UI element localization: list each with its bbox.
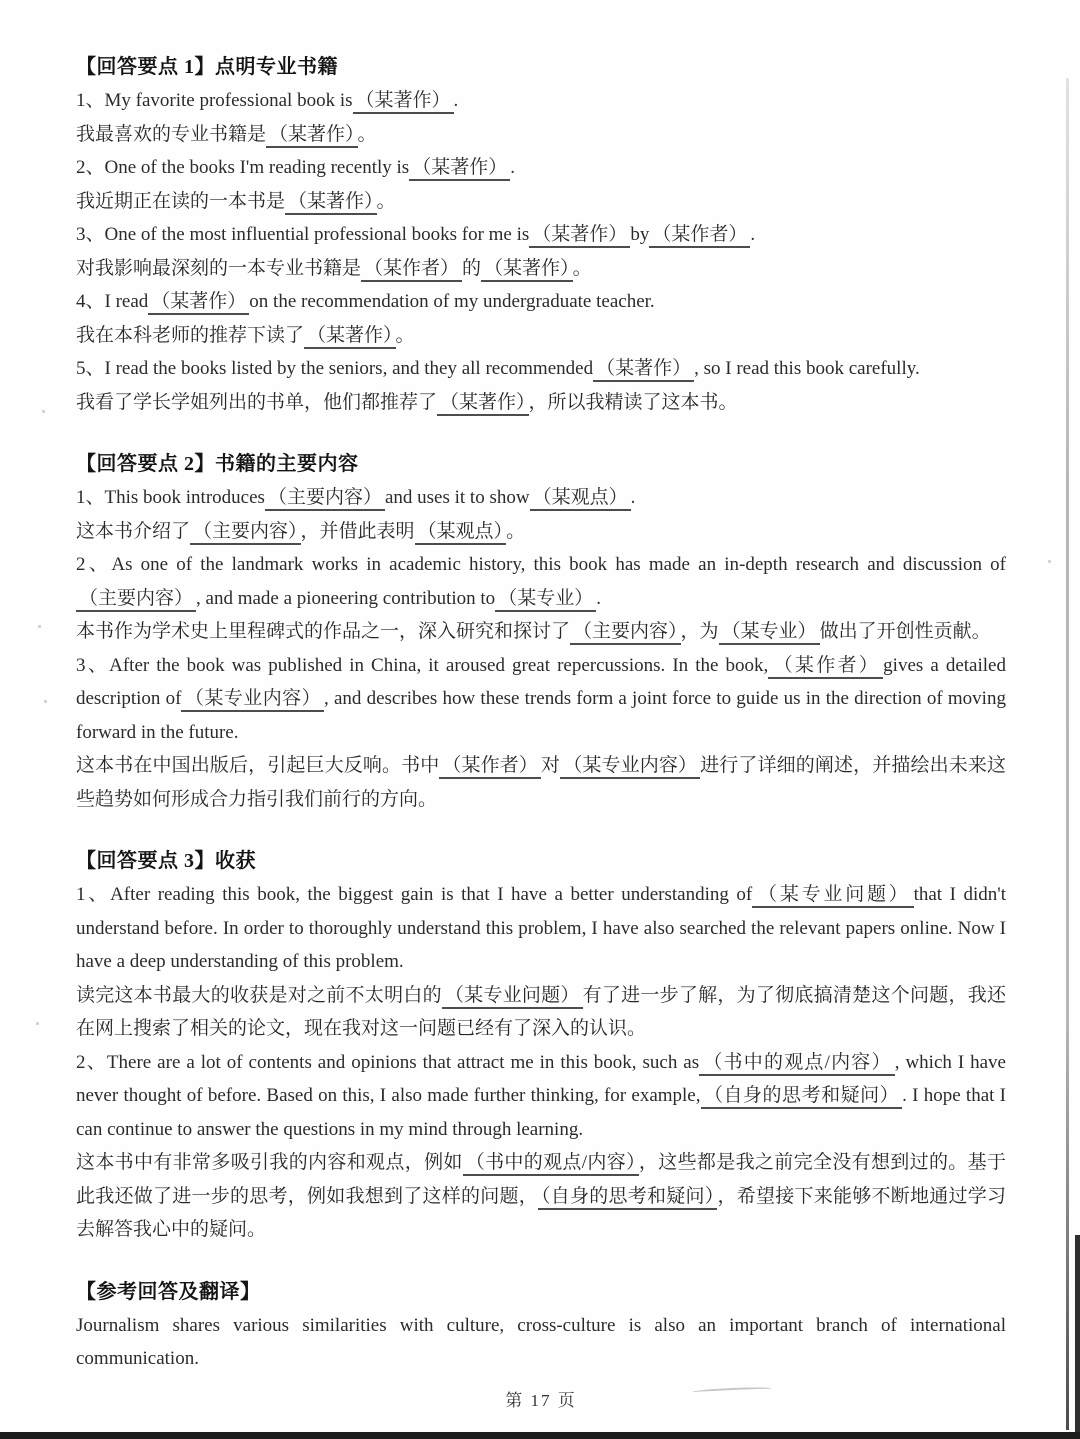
fill-in-blank: （某著作） (593, 358, 694, 382)
text-run: 我在本科老师的推荐下读了 (76, 324, 305, 346)
fill-in-blank: （某专业内容） (181, 688, 324, 712)
section-heading: 【回答要点 2】书籍的主要内容 (76, 453, 359, 475)
text-run: 这本书介绍了 (76, 520, 191, 542)
section-heading: 【参考回答及翻译】 (76, 1280, 261, 1303)
fill-in-blank: （某著作） (409, 157, 510, 181)
text-run: , which I have never thought of before. Based on this, I also made further thinking, for example, (76, 1051, 1006, 1106)
fill-in-blank: （某著作） (148, 291, 249, 315)
paragraph-en (76, 548, 1006, 615)
fill-in-blank: （某作者） (439, 755, 541, 779)
text-run: . (750, 224, 756, 245)
text-run: 对我影响最深刻的一本专业书籍是 (76, 257, 362, 279)
text-run: . (510, 157, 515, 178)
paragraph-zh (76, 185, 1006, 219)
text-run: and uses it to show (384, 487, 530, 508)
scan-speck (42, 410, 45, 413)
paragraph-zh (76, 615, 1006, 649)
scan-right-edge (1075, 1235, 1080, 1439)
fill-in-blank: （某著作） (437, 392, 529, 416)
fill-in-blank: （某著作） (266, 124, 358, 148)
text-run: 。 (572, 257, 592, 279)
scan-bottom-edge (0, 1432, 1080, 1439)
text-run: Journalism shares various similarities with culture, cross-culture is also an important branch of international communication. (76, 1314, 1006, 1369)
fill-in-blank: （某著作） (353, 90, 454, 114)
text-run: . (596, 587, 601, 609)
fill-in-blank: （某观点） (415, 521, 507, 545)
text-run: 进行了详细的阐述，并描绘出未来这些趋势如何形成合力指引我们前行的方向。 (76, 755, 1006, 810)
text-run: 这本书中有非常多吸引我的内容和观点，例如 (76, 1152, 463, 1173)
text-run: that I didn't understand before. In order to thoroughly understand this problem, I have also searched the relevant papers online. Now I have a deep understanding of this problem. (76, 884, 1006, 972)
text-run: 5、I read the books listed by the seniors, and they all recommended (76, 358, 594, 379)
paragraph-en (76, 352, 1006, 386)
paragraph-zh (76, 515, 1006, 549)
scan-streak-line (1066, 78, 1069, 1430)
text-run: gives a detailed description of (76, 654, 1006, 709)
fill-in-blank: （主要内容） (265, 487, 385, 511)
paragraph-zh (76, 118, 1006, 152)
paragraph-zh (76, 979, 1006, 1046)
text-run: 1、This book introduces (76, 487, 265, 508)
text-run: on the recommendation of my undergraduate teacher. (249, 291, 655, 312)
page-number: 第 17 页 (505, 1390, 577, 1410)
text-run: ，所以我精读了这本书。 (528, 391, 738, 413)
text-run: 2、There are a lot of contents and opinions that attract me in this book, such as (76, 1051, 700, 1073)
fill-in-blank: （某专业问题） (442, 985, 583, 1009)
paragraph-en (76, 649, 1006, 750)
paragraph-zh (76, 386, 1006, 420)
fill-in-blank: （书中的观点/内容） (699, 1052, 895, 1076)
paragraph-en (76, 481, 1006, 515)
fill-in-blank: （书中的观点/内容） (463, 1152, 639, 1176)
fill-in-blank: （某专业内容） (560, 755, 700, 779)
fill-in-blank: （某专业） (719, 621, 820, 645)
paragraph-en (76, 878, 1006, 979)
section-heading: 【回答要点 3】收获 (76, 850, 256, 872)
text-run: . (630, 487, 636, 508)
text-run: 有了进一步了解，为了彻底搞清楚这个问题，我还在网上搜索了相关的论文，现在我对这一问题已经有了深入的认识。 (76, 984, 1006, 1039)
paragraph-zh (76, 749, 1006, 816)
section-heading: 【回答要点 1】点明专业书籍 (76, 56, 338, 78)
text-run: 我近期正在读的一本书是 (76, 190, 286, 212)
text-run: 的 (462, 257, 482, 279)
fill-in-blank: （主要内容） (570, 621, 681, 645)
text-run: 1、My favorite professional book is (76, 90, 353, 111)
fill-in-blank: （某专业） (495, 588, 596, 612)
text-run: 3、After the book was published in China, it aroused great repercussions. In the book, (76, 654, 769, 676)
fill-in-blank: （某作者） (768, 655, 883, 679)
text-run: ，这些都是我之前完全没有想到过的。基于此我还做了进一步的思考，例如我想到了这样的问题， (76, 1152, 1006, 1207)
text-run: by (630, 224, 650, 245)
text-run: ，希望接下来能够不断地通过学习去解答我心中的疑问。 (76, 1185, 1006, 1240)
text-run: 2、One of the books I'm reading recently is (76, 157, 410, 178)
scan-speck (1048, 560, 1051, 563)
paragraph-zh (76, 252, 1006, 286)
scan-speck (38, 625, 41, 628)
text-run: . (453, 90, 459, 111)
paragraph-en (76, 151, 1006, 185)
text-run: , and made a pioneering contribution to (196, 587, 496, 609)
text-run: , and describes how these trends form a joint force to guide us in the direction of moving forward in the future. (76, 688, 1006, 743)
fill-in-blank: （某著作） (481, 258, 573, 282)
text-run: , so I read this book carefully. (694, 358, 920, 379)
paragraph-zh (76, 1146, 1006, 1247)
paragraph-en (76, 1309, 1006, 1376)
section-answer-point-1 (76, 50, 1006, 419)
scan-speck (44, 700, 47, 703)
fill-in-blank: （某作者） (649, 224, 750, 248)
paragraph-en (76, 285, 1006, 319)
text-run: 读完这本书最大的收获是对之前不太明白的 (76, 984, 442, 1006)
text-run: 。 (357, 123, 377, 145)
text-run: ，为 (680, 621, 719, 642)
text-run: 我最喜欢的专业书籍是 (76, 123, 267, 145)
text-run: 1、After reading this book, the biggest gain is that I have a better understanding of (76, 884, 753, 905)
text-run: 3、One of the most influential professional books for me is (76, 224, 530, 245)
fill-in-blank: （某著作） (285, 191, 377, 215)
scan-speck (36, 1022, 39, 1025)
fill-in-blank: （某专业问题） (752, 884, 913, 908)
fill-in-blank: （某作者） (361, 258, 462, 282)
text-run: 。 (506, 520, 526, 542)
fill-in-blank: （某著作） (529, 224, 630, 248)
paragraph-zh (76, 319, 1006, 353)
fill-in-blank: （某观点） (530, 487, 631, 511)
fill-in-blank: （自身的思考和疑问） (538, 1186, 718, 1210)
paragraph-en (76, 1046, 1006, 1147)
section-reference-answer (76, 1275, 1006, 1376)
text-run: 对 (541, 755, 561, 776)
text-run: 2、As one of the landmark works in academic history, this book has made an in-depth research and discussion of (76, 554, 1006, 575)
text-run: 这本书在中国出版后，引起巨大反响。书中 (76, 755, 440, 776)
paragraph-en (76, 84, 1006, 118)
text-run: 。 (395, 324, 415, 346)
paragraph-en (76, 218, 1006, 252)
text-run: 做出了开创性贡献。 (819, 621, 991, 642)
text-run: 我看了学长学姐列出的书单，他们都推荐了 (76, 391, 438, 413)
text-run: . I hope that I can continue to answer the questions in my mind through learning. (76, 1085, 1006, 1140)
text-run: 4、I read (76, 291, 149, 312)
text-run: ，并借此表明 (300, 520, 415, 542)
fill-in-blank: （主要内容） (190, 521, 301, 545)
section-answer-point-2 (76, 447, 1006, 816)
text-run: 本书作为学术史上里程碑式的作品之一，深入研究和探讨了 (76, 621, 571, 642)
section-answer-point-3 (76, 844, 1006, 1247)
fill-in-blank: （自身的思考和疑问） (701, 1085, 903, 1109)
fill-in-blank: （主要内容） (76, 588, 196, 612)
text-run: 。 (376, 190, 396, 212)
fill-in-blank: （某著作） (304, 325, 396, 349)
